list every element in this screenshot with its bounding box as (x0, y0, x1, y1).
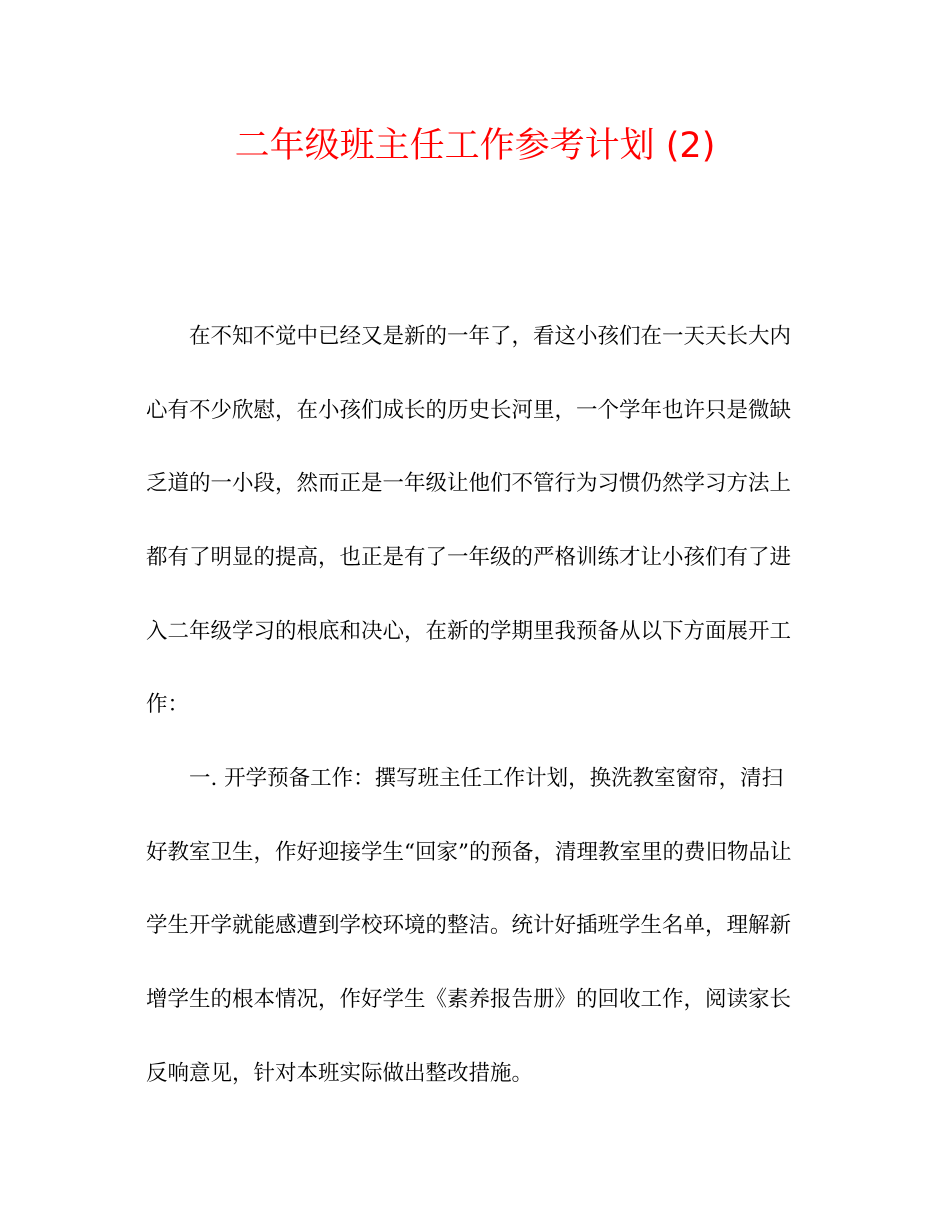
paragraph-1-line-1: 在不知不觉中已经又是新的一年了，看这小孩们在一天天长大内 (189, 324, 792, 349)
paragraph-1-line-3: 乏道的一小段，然而正是一年级让他们不管行为习惯仍然学习方法上 (146, 471, 792, 496)
paragraph-2-line-5: 反响意见，针对本班实际做出整改措施。 (146, 1061, 534, 1086)
paragraph-2-line-1: 一. 开学预备工作：撰写班主任工作计划，换洗教室窗帘，清扫 (189, 766, 784, 791)
paragraph-1-line-5: 入二年级学习的根底和决心，在新的学期里我预备从以下方面展开工 (146, 619, 792, 644)
paragraph-2-line-2: 好教室卫生，作好迎接学生“回家”的预备，清理教室里的费旧物品让 (146, 840, 792, 865)
paragraph-1-line-2: 心有不少欣慰，在小孩们成长的历史长河里，一个学年也许只是微缺 (146, 398, 792, 423)
paragraph-2-line-4: 增学生的根本情况，作好学生《素养报告册》的回收工作，阅读家长 (146, 987, 792, 1012)
paragraph-1-line-4: 都有了明显的提高，也正是有了一年级的严格训练才让小孩们有了进 (146, 545, 792, 570)
paragraph-2-line-3: 学生开学就能感遭到学校环境的整洁。统计好插班学生名单，理解新 (146, 913, 792, 938)
paragraph-1-line-6: 作： (146, 692, 190, 717)
page-title: 二年级班主任工作参考计划 (2) (234, 126, 716, 166)
